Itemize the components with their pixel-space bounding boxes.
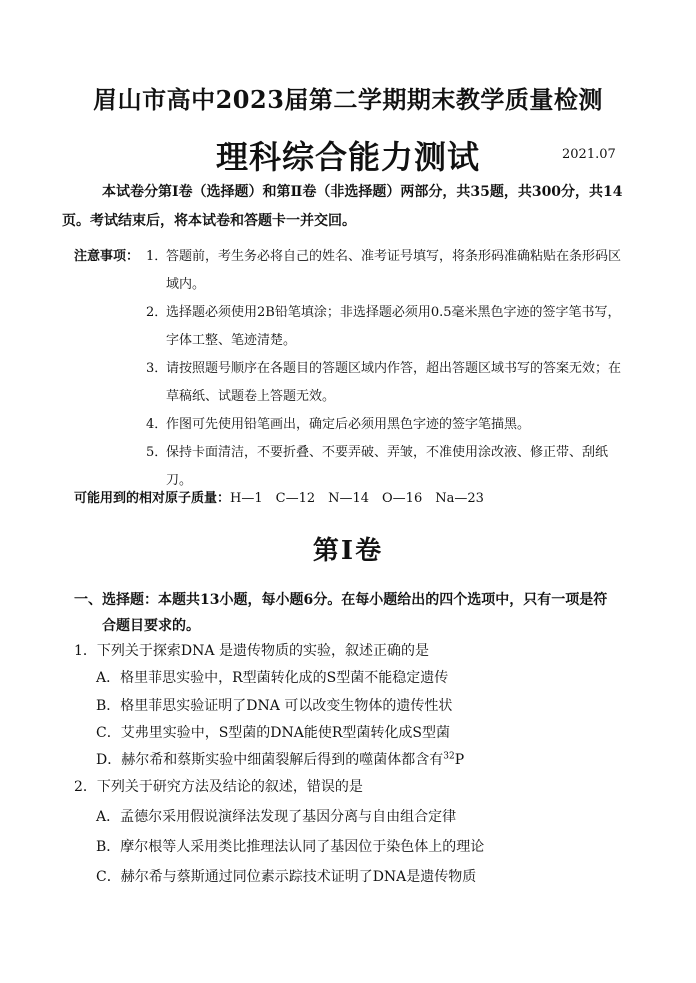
note-text: 作图可先使用铅笔画出，确定后必须用黑色字迹的签字笔描黑。 bbox=[166, 417, 531, 432]
exam-intro: 本试卷分第Ⅰ卷（选择题）和第Ⅱ卷（非选择题）两部分，共35题，共300分，共14页。考试结束后，将本试卷和答题卡一并交回。 bbox=[62, 184, 623, 229]
note-text: 保持卡面清洁，不要折叠、不要弄破、弄皱，不准使用涂改液、修正带、刮纸刀。 bbox=[166, 445, 609, 488]
atomic-masses-label: 可能用到的相对原子质量： bbox=[74, 491, 231, 506]
exam-date: 2021.07 bbox=[562, 147, 616, 162]
exam-subject-title: 理科综合能力测试 bbox=[215, 138, 480, 176]
note-item bbox=[146, 411, 626, 439]
question-stem: 1．下列关于探索DNA 是遗传物质的实验，叙述正确的是 bbox=[74, 643, 429, 659]
part-instructions-line1: 一、选择题：本题共13小题，每小题6分。在每小题给出的四个选项中，只有一项是符 bbox=[74, 592, 608, 608]
note-number: 3． bbox=[146, 361, 168, 376]
note-text: 选择题必须使用2B铅笔填涂；非选择题必须用0.5毫米黑色字迹的签字笔书写，字体工整、笔迹清楚。 bbox=[166, 305, 621, 348]
isotope-superscript: 32 bbox=[443, 751, 455, 762]
note-text: 请按照题号顺序在各题目的答题区域内作答，超出答题区域书写的答案无效；在草稿纸、试题卷上答题无效。 bbox=[166, 361, 622, 404]
note-item bbox=[146, 355, 626, 411]
part-instructions-line2: 合题目要求的。 bbox=[102, 618, 200, 634]
note-item bbox=[146, 243, 626, 299]
option-tail: P bbox=[454, 752, 465, 768]
note-number: 4． bbox=[146, 417, 168, 432]
note-text: 答题前，考生务必将自己的姓名、准考证号填写，将条形码准确粘贴在条形码区域内。 bbox=[166, 249, 622, 292]
section-title: 第Ⅰ卷 bbox=[312, 536, 384, 566]
part-instructions bbox=[74, 587, 654, 639]
note-number: 2． bbox=[146, 305, 168, 320]
question-option: B．摩尔根等人采用类比推理法认同了基因位于染色体上的理论 bbox=[96, 839, 485, 855]
atomic-masses-values: H—1 C—12 N—14 O—16 Na—23 bbox=[230, 491, 484, 506]
option-text: D．赫尔希和蔡斯实验中细菌裂解后得到的噬菌体都含有 bbox=[96, 752, 444, 768]
question-option: A．孟德尔采用假说演绎法发现了基因分离与自由组合定律 bbox=[96, 809, 457, 825]
question-option bbox=[96, 749, 464, 769]
question-option: A．格里菲思实验中，R型菌转化成的S型菌不能稳定遗传 bbox=[96, 670, 449, 686]
note-item bbox=[146, 299, 626, 355]
note-number: 5． bbox=[146, 445, 168, 460]
notes-heading: 注意事项： bbox=[74, 249, 140, 264]
question-option: B．格里菲思实验证明了DNA 可以改变生物体的遗传性状 bbox=[96, 698, 453, 714]
exam-title: 眉山市高中2023届第二学期期末教学质量检测 bbox=[93, 85, 603, 114]
atomic-masses bbox=[74, 487, 484, 506]
question-option: C．赫尔希与蔡斯通过同位素示踪技术证明了DNA是遗传物质 bbox=[96, 869, 477, 885]
question-stem: 2．下列关于研究方法及结论的叙述，错误的是 bbox=[74, 779, 363, 795]
question-option: C．艾弗里实验中，S型菌的DNA能使R型菌转化成S型菌 bbox=[96, 725, 451, 741]
note-number: 1． bbox=[146, 249, 168, 264]
